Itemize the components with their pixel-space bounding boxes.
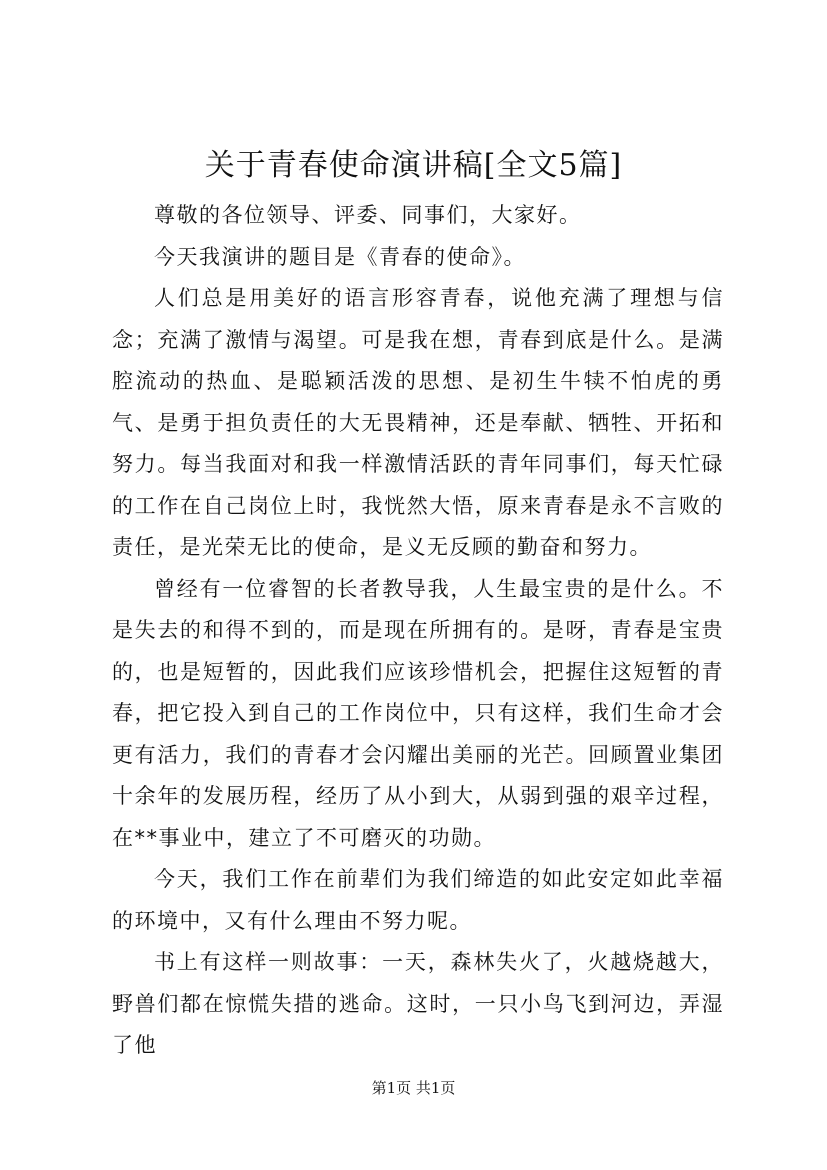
paragraph-topic: 今天我演讲的题目是《青春的使命》。 bbox=[154, 244, 526, 269]
page-footer: 第1页 共1页 bbox=[371, 1079, 456, 1097]
paragraph-today: 今天，我们工作在前辈们为我们缔造的如此安定如此幸福的环境中，又有什么理由不努力呢。 bbox=[112, 867, 724, 933]
document-body bbox=[112, 195, 724, 1067]
paragraph-youth-meaning: 人们总是用美好的语言形容青春，说他充满了理想与信念；充满了激情与渴望。可是我在想，青春到底是什么。是满腔流动的热血、是聪颖活泼的思想、是初生牛犊不怕虎的勇气、是勇于担负责任的大无畏精神，还是奉献、牺牲、开拓和努力。每当我面对和我一样激情活跃的青年同事们，每天忙碌的工作在自己岗位上时，我恍然大悟，原来青春是永不言败的责任，是光荣无比的使命，是义无反顾的勤奋和努力。 bbox=[112, 286, 724, 559]
paragraph-story: 书上有这样一则故事：一天，森林失火了，火越烧越大，野兽们都在惊慌失措的逃命。这时，一只小鸟飞到河边，弄湿了他 bbox=[112, 950, 724, 1057]
document-title: 关于青春使命演讲稿[全文5篇] bbox=[204, 148, 623, 183]
paragraph-greeting: 尊敬的各位领导、评委、同事们，大家好。 bbox=[154, 203, 582, 227]
paragraph-elder-teaching: 曾经有一位睿智的长者教导我，人生最宝贵的是什么。不是失去的和得不到的，而是现在所拥有的。是呀，青春是宝贵的，也是短暂的，因此我们应该珍惜机会，把握住这短暂的青春，把它投入到自己的工作岗位中，只有这样，我们生命才会更有活力，我们的青春才会闪耀出美丽的光芒。回顾置业集团十余年的发展历程，经历了从小到大，从弱到强的艰辛过程，在**事业中，建立了不可磨灭的功勋。 bbox=[112, 576, 724, 850]
